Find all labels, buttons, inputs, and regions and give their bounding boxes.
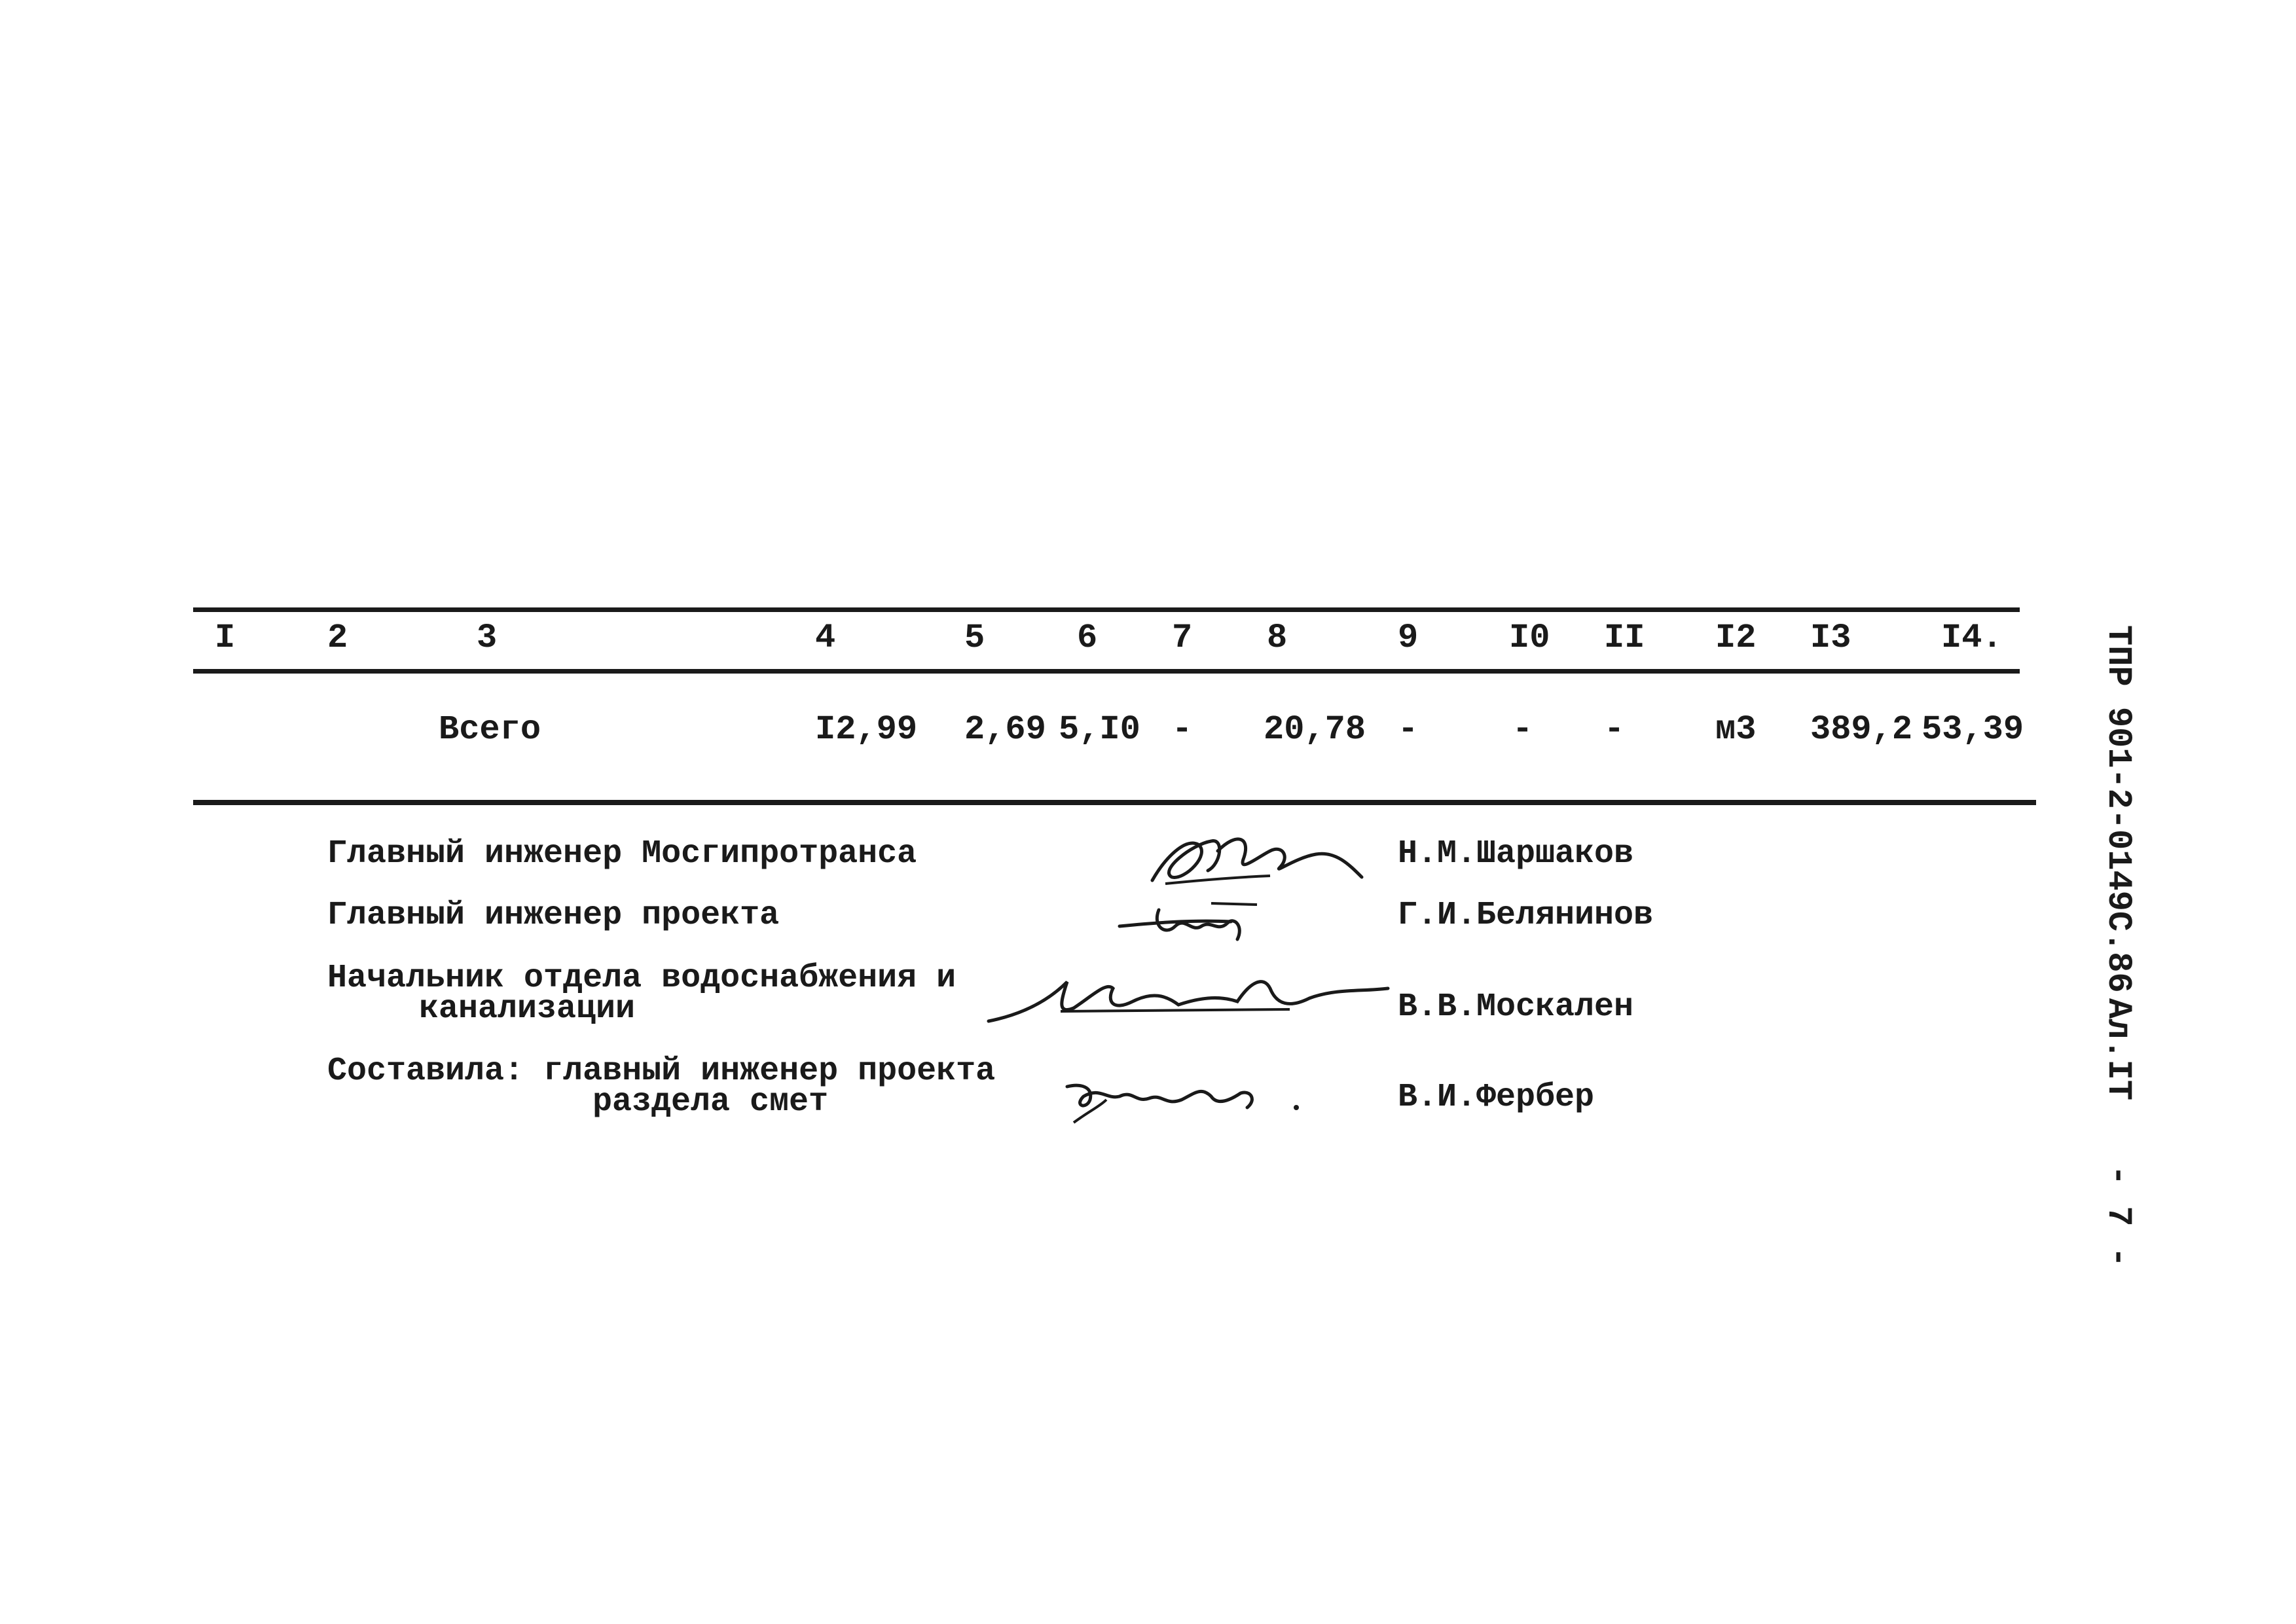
header-col-1: I — [215, 619, 236, 657]
page-number: - 7 - — [2099, 1165, 2138, 1268]
signature-title-line2: раздела смет — [592, 1083, 829, 1121]
handwritten-signature — [1113, 890, 1283, 949]
header-col-11: II — [1604, 619, 1645, 657]
header-col-3: 3 — [477, 619, 498, 657]
total-label: Всего — [439, 710, 541, 749]
header-col-6: 6 — [1077, 619, 1098, 657]
signature-title: Главный инженер проекта — [327, 897, 780, 934]
total-col-7: - — [1172, 710, 1193, 749]
signature-title: Начальник отдела водоснабжения и — [327, 960, 957, 997]
handwritten-signature — [982, 962, 1394, 1034]
header-col-10: I0 — [1509, 619, 1550, 657]
total-col-13: 389,2 — [1810, 710, 1913, 749]
document-code: ТПР 901-2-0149С.86 — [2099, 625, 2138, 993]
total-col-5: 2,69 — [964, 710, 1046, 749]
album-number: Ал.IТ — [2099, 998, 2138, 1101]
table-bottom-rule — [193, 800, 2036, 805]
total-col-9: - — [1398, 710, 1419, 749]
total-col-12: м3 — [1715, 710, 1757, 749]
table-top-rule — [193, 607, 2020, 612]
handwritten-signature — [1139, 818, 1375, 897]
header-col-12: I2 — [1715, 619, 1757, 657]
total-col-8: 20,78 — [1264, 710, 1366, 749]
header-col-5: 5 — [964, 619, 985, 657]
header-col-8: 8 — [1267, 619, 1288, 657]
signatory-name: Н.М.Шаршаков — [1398, 835, 1634, 873]
signature-title: Главный инженер Мосгипротранса — [327, 835, 917, 873]
header-col-14: I4. — [1941, 619, 2003, 657]
header-col-7: 7 — [1172, 619, 1193, 657]
total-col-14: 53,39 — [1922, 710, 2024, 749]
header-col-4: 4 — [815, 619, 836, 657]
total-col-4: I2,99 — [815, 710, 918, 749]
table-header-rule — [193, 669, 2020, 674]
signature-title: Составила: главный инженер проекта — [327, 1053, 996, 1090]
header-col-2: 2 — [327, 619, 348, 657]
signatory-name: Г.И.Белянинов — [1398, 897, 1654, 934]
signatory-name: В.В.Москален — [1398, 988, 1634, 1026]
signature-title-line2: канализации — [419, 990, 636, 1028]
header-col-9: 9 — [1398, 619, 1419, 657]
header-col-13: I3 — [1810, 619, 1851, 657]
total-col-6: 5,I0 — [1059, 710, 1140, 749]
handwritten-signature — [1054, 1060, 1316, 1139]
total-col-10: - — [1512, 710, 1533, 749]
total-col-11: - — [1604, 710, 1625, 749]
signatory-name: В.И.Фербер — [1398, 1079, 1595, 1116]
